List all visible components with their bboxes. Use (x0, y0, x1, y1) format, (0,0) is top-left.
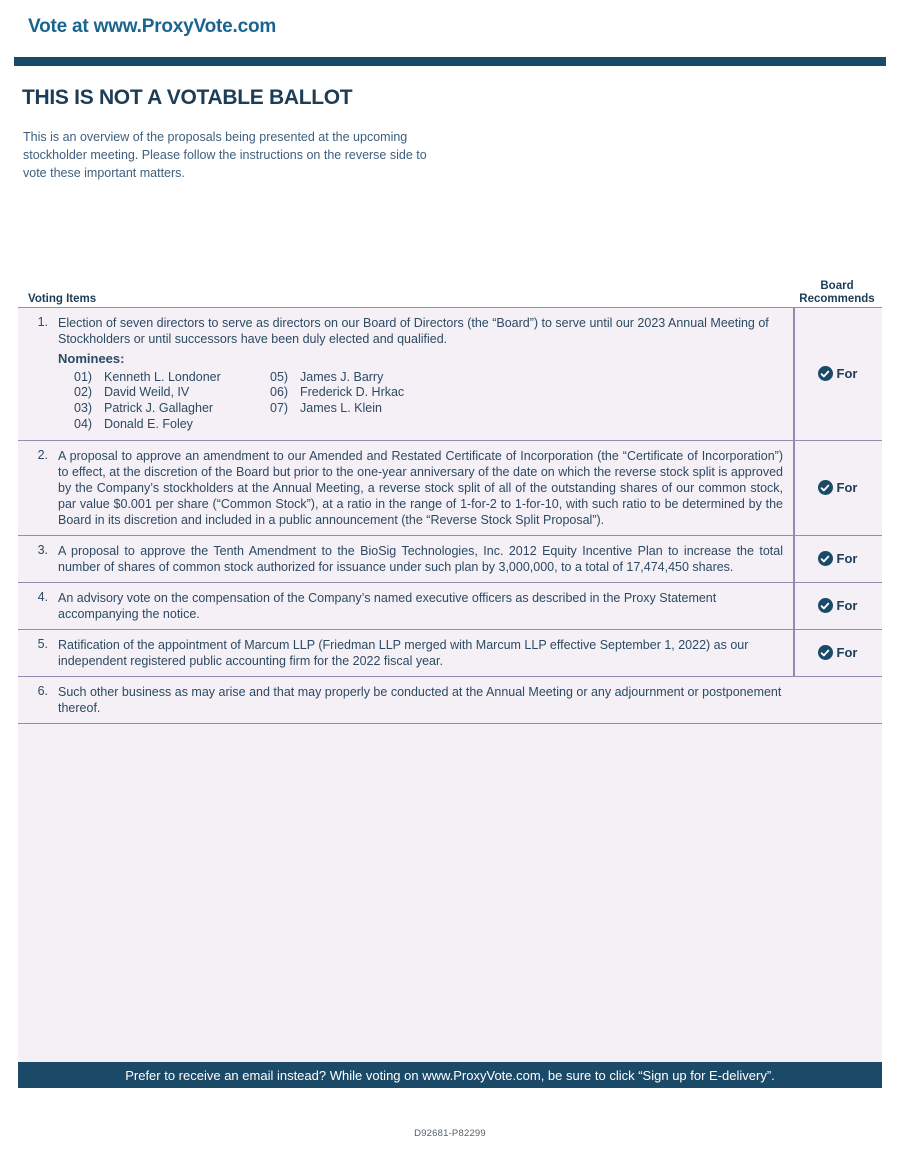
nominee-item (270, 370, 404, 386)
item-body (54, 308, 793, 440)
nominee-number: 02) (74, 385, 93, 400)
recommendation-label: For (836, 551, 858, 567)
nominee-item (270, 401, 404, 417)
recommendation-cell (793, 536, 882, 582)
item-number: 2. (37, 447, 48, 462)
board-recommendation-for (818, 598, 858, 613)
column-header-board-recommends (792, 280, 882, 306)
recommendation-cell (793, 677, 882, 723)
item-body: A proposal to approve an amendment to our Amended and Restated Certificate of Incorporation (the “Certificate of Incorporation”) to effect, at the discretion of the Board but prior to the one-year anniversary of the date on which the reverse stock split is approved by the Company’s stockholders at the Annual Meeting, a reverse stock split of all of the outstanding shares of our common stock, par value $0.001 per share (“Common Stock”), at a ratio in the range of 1-for-2 to 1-for-10, with such ratio to be determined by the Board in its discretion and included in a public announcement (the “Reverse Stock Split Proposal”). (58, 448, 783, 527)
recommendation-cell (793, 308, 882, 440)
check-circle-icon (818, 645, 833, 660)
recommendation-cell (793, 630, 882, 676)
item-body: A proposal to approve the Tenth Amendment to the BioSig Technologies, Inc. 2012 Equity Incentive Plan to increase the total number of shares of common stock authorized for issuance under such plan by 3,000,000, to a total of 17,474,450 shares. (58, 543, 783, 574)
recommendation-label: For (836, 366, 858, 382)
item-body: Such other business as may arise and that may properly be conducted at the Annual Meeting or any adjournment or postponement thereof. (58, 684, 782, 715)
nominee-name: Kenneth L. Londoner (104, 369, 221, 384)
table-row (18, 308, 882, 441)
nominees-column-left (74, 370, 270, 433)
document-control-number: D92681-P82299 (414, 1128, 486, 1139)
item-number: 6. (37, 683, 48, 698)
nominee-item (74, 370, 270, 386)
nominee-item (74, 401, 270, 417)
nominee-item (270, 385, 404, 401)
proxyvote-header-link[interactable]: Vote at www.ProxyVote.com (28, 16, 277, 37)
nominee-number: 04) (74, 416, 93, 431)
recommendation-label: For (836, 598, 858, 614)
table-row (18, 536, 882, 583)
recommendation-cell (793, 583, 882, 629)
board-recommends-line2: Recommends (799, 292, 875, 305)
nominees-column-right (270, 370, 404, 433)
table-empty-area (18, 724, 882, 1063)
nominee-name: David Weild, IV (104, 385, 190, 400)
recommendation-cell (793, 441, 882, 535)
check-circle-icon (818, 480, 833, 495)
nominee-name: Patrick J. Gallagher (104, 401, 214, 416)
nominee-number: 05) (270, 369, 289, 384)
intro-paragraph: This is an overview of the proposals being presented at the upcoming stockholder meeting. Please follow the instructions on the reverse side to vote these important matters. (23, 130, 427, 181)
item-body: An advisory vote on the compensation of the Company’s named executive officers as described in the Proxy Statement accompanying the notice. (58, 590, 717, 621)
voting-items-table (18, 275, 882, 1063)
nominee-name: Frederick D. Hrkac (300, 385, 405, 400)
board-recommendation-for (818, 366, 858, 381)
nominee-number: 01) (74, 369, 93, 384)
table-row (18, 583, 882, 630)
nominee-item (74, 385, 270, 401)
check-circle-icon (818, 366, 833, 381)
item-body: Ratification of the appointment of Marcum LLP (Friedman LLP merged with Marcum LLP effective September 1, 2022) as our independent registered public accounting firm for the 2022 fiscal year. (58, 637, 749, 668)
item-number: 4. (37, 589, 48, 604)
item-text: Election of seven directors to serve as directors on our Board of Directors (the “Board”) to serve until our 2023 Annual Meeting of Stockholders or until successors have been duly elected and qualified. (58, 316, 769, 346)
item-number: 5. (37, 636, 48, 651)
table-column-headers (18, 275, 882, 307)
board-recommends-line1: Board (820, 279, 854, 292)
nominee-name: Donald E. Foley (104, 416, 193, 431)
nominee-item (74, 417, 270, 433)
table-row (18, 630, 882, 677)
edelivery-footer-banner: Prefer to receive an email instead? While voting on www.ProxyVote.com, be sure to click “Sign up for E-delivery”. (18, 1062, 882, 1088)
table-row (18, 677, 882, 724)
header-divider-rule (14, 57, 886, 66)
page-title: THIS IS NOT A VOTABLE BALLOT (22, 86, 353, 109)
board-recommendation-for (818, 645, 858, 660)
nominee-number: 06) (270, 385, 289, 400)
board-recommendation-for (818, 480, 858, 495)
recommendation-label: For (836, 645, 858, 661)
nominee-name: James L. Klein (300, 401, 382, 416)
nominee-name: James J. Barry (300, 369, 384, 384)
column-header-voting-items: Voting Items (28, 293, 97, 305)
table-row (18, 441, 882, 536)
recommendation-label: For (836, 480, 858, 496)
check-circle-icon (818, 598, 833, 613)
nominees-grid (74, 370, 783, 433)
board-recommendation-for (818, 551, 858, 566)
check-circle-icon (818, 551, 833, 566)
item-number: 1. (37, 315, 48, 329)
item-number: 3. (37, 542, 48, 557)
nominee-number: 07) (270, 401, 289, 416)
nominee-number: 03) (74, 401, 93, 416)
nominees-label: Nominees: (58, 351, 125, 366)
table-body (18, 307, 882, 1063)
